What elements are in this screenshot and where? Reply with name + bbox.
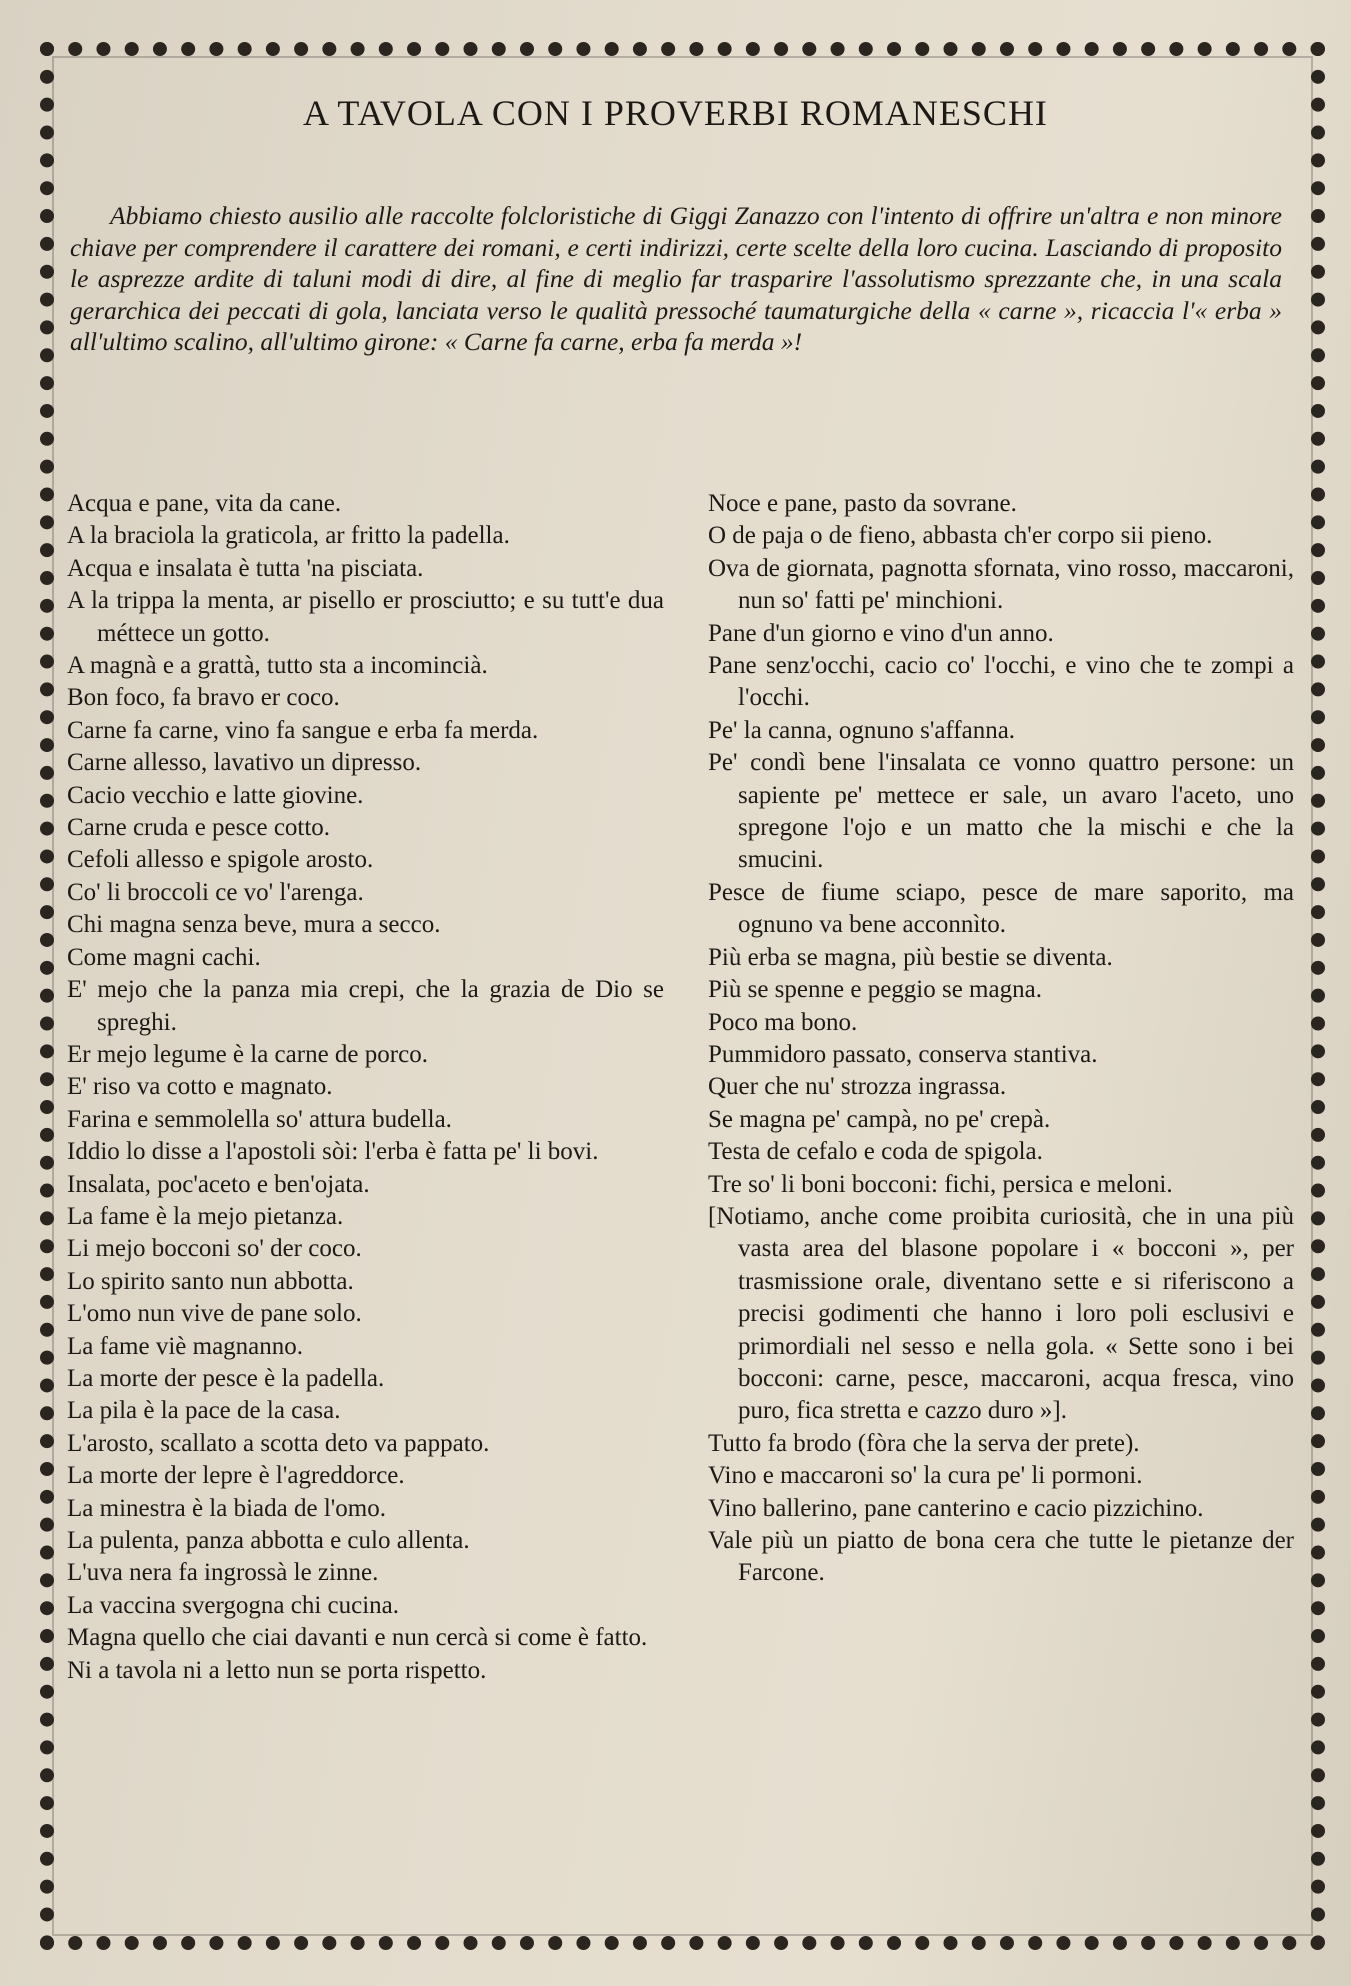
- proverb-item: Se magna pe' campà, no pe' crepà.: [708, 1105, 1051, 1133]
- proverb-item: La fame viè magnanno.: [67, 1332, 304, 1360]
- proverbs-left-column: [67, 488, 664, 1687]
- proverb-item: Pane senz'occhi, cacio co' l'occhi, e vino che te zompi a l'occhi.: [708, 652, 1294, 712]
- proverb-item: A la trippa la menta, ar pisello er prosciutto; e su tutt'e dua méttece un gotto.: [67, 587, 664, 647]
- proverb-item: Magna quello che ciai davanti e nun cercà si come è fatto.: [67, 1624, 648, 1652]
- proverb-item: Pe' condì bene l'insalata ce vonno quattro persone: un sapiente pe' mettece er sale, un avaro l'aceto, uno spregone l'ojo e un matto che la mischi e che la smucini.: [708, 749, 1294, 874]
- proverb-item: Vino e maccaroni so' la cura pe' li pormoni.: [708, 1462, 1143, 1490]
- proverb-item: La morte der pesce è la padella.: [67, 1364, 385, 1392]
- proverb-item: Co' li broccoli ce vo' l'arenga.: [67, 878, 364, 906]
- proverb-item: Cacio vecchio e latte giovine.: [67, 781, 364, 809]
- proverb-item: Testa de cefalo e coda de spigola.: [708, 1138, 1043, 1166]
- proverb-item: Tre so' li boni bocconi: fichi, persica e meloni.: [708, 1170, 1173, 1198]
- proverb-item: Carne allesso, lavativo un dipresso.: [67, 749, 422, 777]
- proverb-item: L'omo nun vive de pane solo.: [67, 1300, 362, 1328]
- proverb-item: Quer che nu' strozza ingrassa.: [708, 1073, 1007, 1101]
- proverb-item: Insalata, poc'aceto e ben'ojata.: [67, 1170, 370, 1198]
- proverb-item: La pila è la pace de la casa.: [67, 1397, 341, 1425]
- proverb-item: O de paja o de fieno, abbasta ch'er corpo sii pieno.: [708, 522, 1213, 550]
- proverb-item: Poco ma bono.: [708, 1008, 858, 1036]
- proverb-item: Vino ballerino, pane canterino e cacio pizzichino.: [708, 1494, 1204, 1522]
- proverb-item: L'uva nera fa ingrossà le zinne.: [67, 1559, 379, 1587]
- proverb-item: Li mejo bocconi so' der coco.: [67, 1235, 362, 1263]
- page-title: A TAVOLA CON I PROVERBI ROMANESCHI: [303, 93, 1048, 133]
- proverb-item: Più se spenne e peggio se magna.: [708, 976, 1042, 1004]
- proverb-item: Noce e pane, pasto da sovrane.: [708, 490, 1017, 517]
- proverb-item: La minestra è la biada de l'omo.: [67, 1494, 386, 1522]
- proverb-item: Pummidoro passato, conserva stantiva.: [708, 1040, 1098, 1068]
- proverbs-right-column: [708, 488, 1294, 1590]
- proverb-item: E' riso va cotto e magnato.: [67, 1073, 333, 1101]
- proverb-item: Tutto fa brodo (fòra che la serva der prete).: [708, 1429, 1140, 1457]
- proverb-item: Chi magna senza beve, mura a secco.: [67, 911, 441, 939]
- proverb-item: A la braciola la graticola, ar fritto la padella.: [67, 522, 510, 550]
- proverb-item: A magnà e a grattà, tutto sta a incomincià.: [67, 652, 488, 680]
- proverb-item: Bon foco, fa bravo er coco.: [67, 684, 340, 712]
- proverb-item: Ova de giornata, pagnotta sfornata, vino rosso, maccaroni, nun so' fatti pe' minchioni.: [708, 554, 1294, 615]
- proverb-item: L'arosto, scallato a scotta deto va pappato.: [67, 1429, 490, 1457]
- proverb-item: Lo spirito santo nun abbotta.: [67, 1267, 354, 1295]
- proverb-item: Vale più un piatto de bona cera che tutte le pietanze der Farcone.: [708, 1527, 1294, 1587]
- proverb-item: [Notiamo, anche come proibita curiosità, che in una più vasta area del blasone popolare i « bocconi », per trasmissione orale, diventano sette e si riferiscono a precisi godimenti che hanno i loro poli esclusivi e primordiali nel sesso e nella gola. « Sette sono i bei bocconi: carne, pesce, maccaroni, acqua fresca, vino puro, fica stretta e cazzo duro »].: [708, 1202, 1294, 1425]
- proverb-item: La fame è la mejo pietanza.: [67, 1202, 344, 1230]
- proverb-item: Come magni cachi.: [67, 943, 261, 971]
- intro-paragraph: Abbiamo chiesto ausilio alle raccolte folcloristiche di Giggi Zanazzo con l'intento di offrire un'altra e non minore chiave per comprendere il carattere dei romani, e certi indirizzi, certe scelte della loro cucina. Lasciando di proposito le asprezze ardite di taluni modi di dire, al fine di meglio far trasparire l'assolutismo sprezzante che, in una scala gerarchica dei peccati di gola, lanciata verso le qualità pressoché taumaturgiche della « carne », ricaccia l'« erba » all'ultimo scalino, all'ultimo girone: « Carne fa carne, erba fa merda »!: [70, 201, 1282, 356]
- proverb-item: La vaccina svergogna chi cucina.: [67, 1591, 400, 1619]
- proverb-item: Più erba se magna, più bestie se diventa.: [708, 943, 1113, 971]
- proverb-item: Pesce de fiume sciapo, pesce de mare saporito, ma ognuno va bene acconnìto.: [708, 878, 1294, 939]
- proverb-item: Acqua e pane, vita da cane.: [67, 490, 342, 517]
- proverb-item: La pulenta, panza abbotta e culo allenta.: [67, 1527, 470, 1554]
- proverb-item: La morte der lepre è l'agreddorce.: [67, 1462, 405, 1490]
- proverb-item: Pe' la canna, ognuno s'affanna.: [708, 716, 1016, 744]
- proverb-item: Pane d'un giorno e vino d'un anno.: [708, 619, 1054, 647]
- proverb-item: Farina e semmolella so' attura budella.: [67, 1105, 452, 1133]
- proverb-item: Er mejo legume è la carne de porco.: [67, 1040, 428, 1068]
- proverb-item: Ni a tavola ni a letto nun se porta rispetto.: [67, 1656, 487, 1684]
- proverb-item: Iddio lo disse a l'apostoli sòi: l'erba è fatta pe' li bovi.: [67, 1138, 599, 1166]
- proverb-item: E' mejo che la panza mia crepi, che la grazia de Dio se spreghi.: [67, 976, 664, 1036]
- proverb-item: Acqua e insalata è tutta 'na pisciata.: [67, 554, 424, 582]
- proverb-item: Cefoli allesso e spigole arosto.: [67, 846, 374, 874]
- proverb-item: Carne fa carne, vino fa sangue e erba fa merda.: [67, 716, 539, 744]
- proverb-item: Carne cruda e pesce cotto.: [67, 814, 331, 842]
